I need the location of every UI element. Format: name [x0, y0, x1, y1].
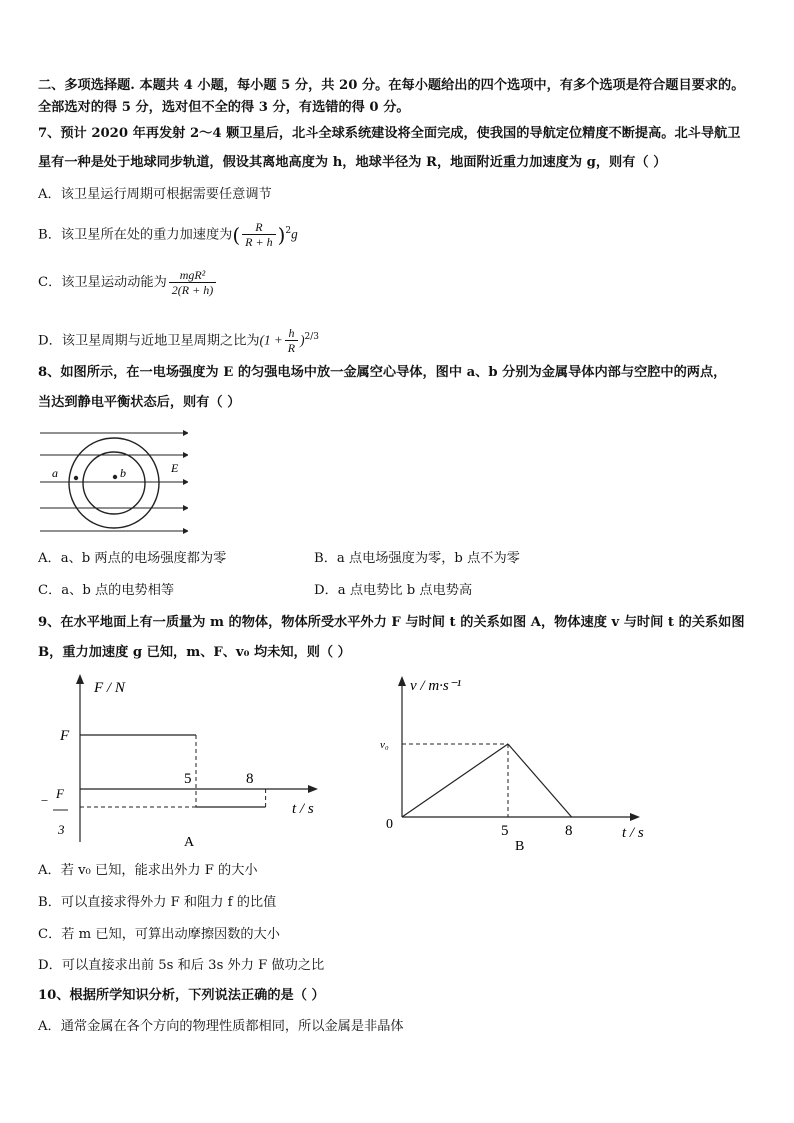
chart-a-y-label-F: F — [60, 728, 70, 744]
q7-option-d-num: h — [285, 326, 298, 341]
q7-option-b-den: R + h — [245, 235, 273, 250]
chart-b-title: B — [515, 839, 525, 854]
field-arrowhead — [183, 479, 188, 485]
q7-option-d-exp: 2/3 — [304, 332, 319, 342]
label-a: a — [52, 466, 58, 480]
label-E: E — [171, 461, 179, 475]
q7-stem-line2: 星有一种是处于地球同步轨道，假设其离地高度为 h，地球半径为 R，地面附近重力加速度为 g，则有（ ） — [38, 155, 667, 170]
chart-b-ylabel: v / m·s⁻¹ — [410, 678, 462, 694]
chart-a-tick-5: 5 — [184, 771, 192, 787]
q10-option-a: A．通常金属在各个方向的物理性质都相同，所以金属是非晶体 — [38, 1019, 404, 1034]
q9-stem-line2: B，重力加速度 g 已知，m、F、v₀ 均未知，则（ ） — [38, 645, 351, 660]
chart-a-title: A — [184, 835, 195, 850]
q7-option-b-fraction — [242, 220, 275, 249]
q7-option-a: A．该卫星运行周期可根据需要任意调节 — [38, 187, 272, 202]
chart-b-tick-8: 8 — [565, 823, 573, 839]
chart-a-y-label-neg: − F 3 — [40, 786, 65, 837]
section-header-line2: 全部选对的得 5 分，选对但不全的得 3 分，有选错的得 0 分。 — [38, 100, 410, 115]
q7-option-c — [38, 266, 218, 300]
chart-a-x-arrow — [308, 785, 318, 793]
q7-option-c-fraction — [169, 268, 216, 297]
q8-option-c: C．a、b 点的电势相等 — [38, 583, 175, 598]
q7-option-b-num: R — [242, 220, 275, 235]
q9-stem-line1: 9、在水平地面上有一质量为 m 的物体，物体所受水平外力 F 与时间 t 的关系如图 A，物体速度 v 与时间 t 的关系如图 — [38, 615, 745, 630]
chart-a-y-arrow — [76, 674, 84, 684]
chart-a-ylabel: F / N — [94, 680, 125, 696]
q7-option-b-exp: 2 — [285, 226, 292, 236]
chart-b-velocity-segment — [402, 744, 508, 817]
q8-stem-line1: 8、如图所示，在一电场强度为 E 的匀强电场中放一金属空心导体，图中 a、b 分别为金属导体内部与空腔中的两点， — [38, 365, 727, 380]
chart-b-xlabel: t / s — [622, 825, 644, 841]
chart-a-xlabel: t / s — [292, 801, 314, 817]
chart-b-y-arrow — [398, 676, 406, 686]
q9-option-c: C．若 m 已知，可算出动摩擦因数的大小 — [38, 927, 280, 942]
q7-option-c-prefix: C．该卫星运动动能为 — [38, 275, 167, 290]
q7-option-d — [38, 320, 319, 358]
field-arrowhead — [183, 430, 188, 436]
q7-option-d-close: ) — [300, 332, 305, 348]
q7-option-b: B．该卫星所在处的重力加速度为( $\frac{R}{R + h}$ )$^2$g — [38, 220, 298, 250]
q7-option-d-fraction — [285, 326, 298, 355]
point-a-dot — [74, 476, 78, 480]
q9-option-b: B．可以直接求得外力 F 和阻力 f 的比值 — [38, 895, 277, 910]
point-b-dot — [113, 475, 117, 479]
q7-option-d-open: (1 + — [259, 332, 283, 348]
chart-b-velocity-segment — [508, 744, 572, 817]
field-arrowhead — [183, 452, 188, 458]
q9-option-d: D．可以直接求出前 5s 和后 3s 外力 F 做功之比 — [38, 958, 325, 973]
section-header-line1: 二、多项选择题. 本题共 4 小题，每小题 5 分，共 20 分。在每小题给出的四个选项中，有多个选项是符合题目要求的。 — [38, 78, 745, 93]
q7-option-d-prefix: D．该卫星周期与近地卫星周期之比为 — [38, 333, 260, 349]
q7-stem-line1: 7、预计 2020 年再发射 2～4 颗卫星后，北斗全球系统建设将全面完成，使我国的导航定位精度不断提高。北斗导航卫 — [38, 126, 741, 141]
q10-stem: 10、根据所学知识分析，下列说法正确的是（ ） — [38, 988, 325, 1003]
q8-option-a: A．a、b 两点的电场强度都为零 — [38, 551, 227, 566]
q7-option-b-prefix: B．该卫星所在处的重力加速度为 — [38, 227, 233, 243]
chart-b-x-arrow — [630, 813, 640, 821]
field-arrowhead — [183, 505, 188, 511]
chart-b-y-tick-v0: v₀ — [380, 739, 389, 751]
q7-option-c-num: mgR² — [169, 268, 216, 283]
chart-b-origin: 0 — [386, 817, 393, 832]
chart-a — [38, 670, 328, 855]
q9-option-a: A．若 v₀ 已知，能求出外力 F 的大小 — [38, 863, 258, 878]
q8-conductor-figure — [38, 425, 188, 540]
q7-option-c-den: 2(R + h) — [171, 283, 214, 297]
field-arrowhead — [183, 528, 188, 534]
q8-option-d: D．a 点电势比 b 点电势高 — [314, 583, 473, 598]
q8-option-b: B．a 点电场强度为零，b 点不为零 — [314, 551, 520, 566]
label-b: b — [120, 466, 126, 480]
chart-b-tick-5: 5 — [501, 823, 509, 839]
chart-a-tick-8: 8 — [246, 771, 254, 787]
q7-option-b-tail: g — [291, 226, 298, 242]
chart-b — [370, 670, 660, 855]
cavity-inner-circle — [83, 452, 145, 514]
q8-stem-line2: 当达到静电平衡状态后，则有（ ） — [38, 395, 241, 410]
q7-option-d-den: R — [287, 341, 296, 356]
